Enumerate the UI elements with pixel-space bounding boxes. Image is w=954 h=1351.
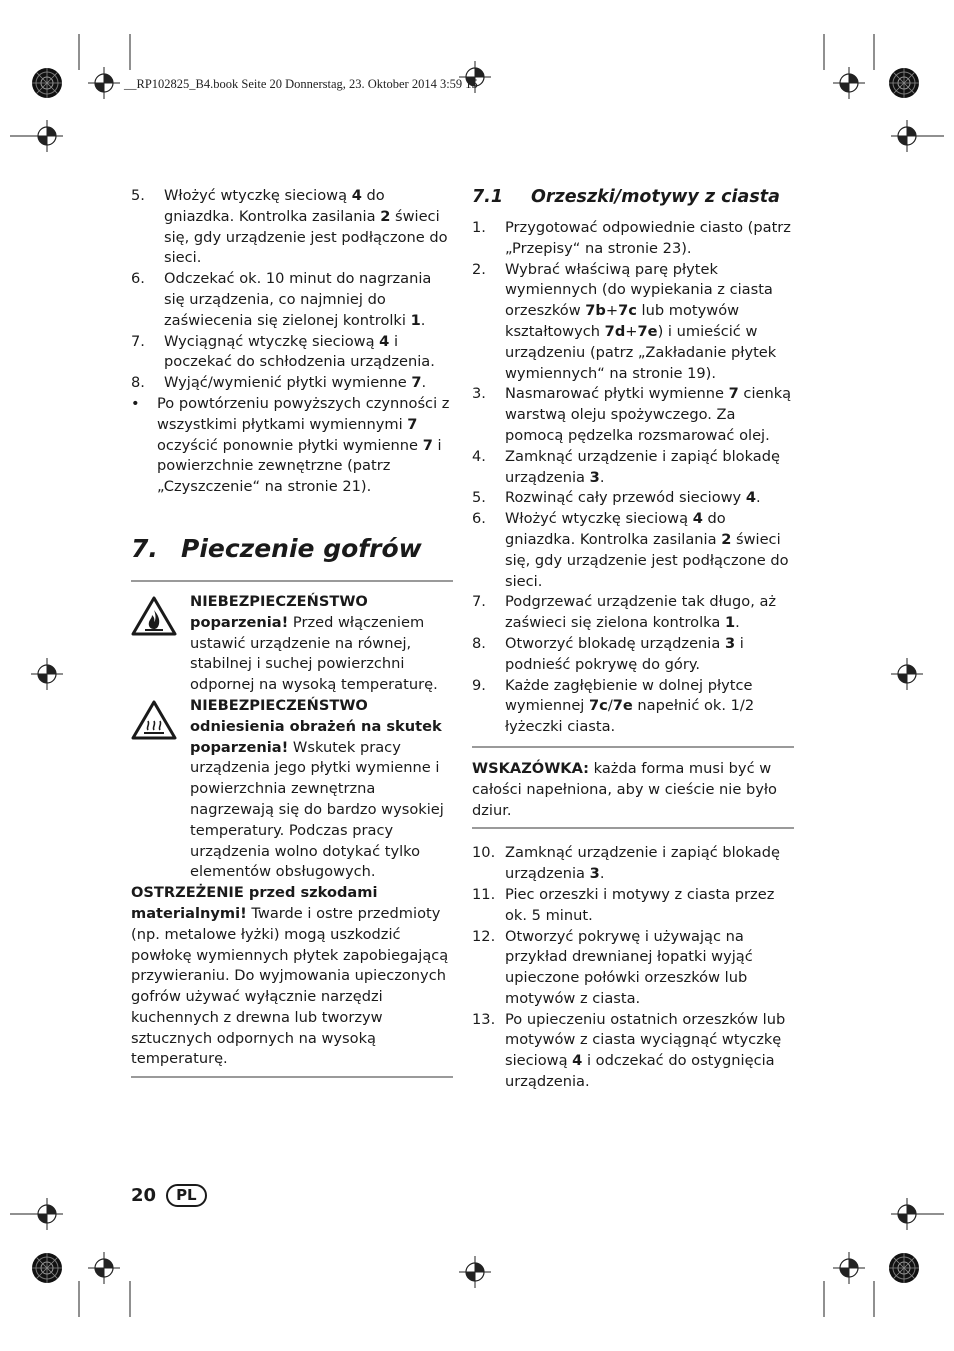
step-text: Wybrać właściwą parę płytek wymiennych (do wypiekania z ciasta orzeszków — [505, 260, 773, 320]
material-caution — [131, 883, 453, 1070]
step-body — [505, 677, 754, 736]
step-text: Odczekać ok. 10 minut do nagrzania się urządzenia, co najmniej do zaświecenia się zielonej kontrolki — [164, 270, 432, 329]
step-number: 13. — [472, 1010, 496, 1028]
warning-text: Przed włączeniem ustawić urządzenie na równej, stabilnej i suchej powierzchni odpornej na wysoką temperaturę. — [190, 613, 438, 694]
step-number: 12. — [472, 927, 496, 945]
step-text: świeci się, gdy urządzenie jest podłączone do sieci. — [164, 207, 448, 267]
caution-text: Twarde i ostre przedmioty (np. metalowe łyżki) mogą uszkodzić powłokę wymiennych płytek zapobiegającą przywieraniu. Do wyjmowania upieczonych gofrów używać wyłącznie narzędzi kuchennych z drewna lub tworzyw sztucznych odpornych na wysoką temperaturę. — [131, 904, 449, 1068]
step-text: / — [607, 697, 613, 715]
step-number: 4. — [472, 447, 486, 465]
fire-warning-icon — [131, 596, 177, 636]
step-list — [131, 186, 453, 394]
step-body — [505, 385, 791, 444]
reference-number: 7c — [618, 302, 637, 320]
reference-number: 7b — [585, 302, 606, 320]
list-item — [472, 509, 794, 592]
section-number: 7. — [131, 533, 158, 563]
reference-number: 4 — [379, 332, 390, 350]
list-item — [131, 186, 453, 269]
step-text: Włożyć wtyczkę sieciową — [505, 510, 693, 528]
list-item — [472, 447, 794, 489]
step-text: Przygotować odpowiednie ciasto (patrz „Przepisy“ na stronie 23). — [505, 219, 791, 257]
reference-number: 3 — [724, 634, 736, 652]
reference-number: 7 — [411, 374, 422, 392]
step-number: 8. — [131, 374, 145, 392]
reference-number: 7 — [422, 436, 433, 454]
step-text: Piec orzeszki i motywy z ciasta przez ok. 5 minut. — [505, 885, 775, 924]
reference-number: 2 — [380, 207, 391, 225]
step-text: . — [599, 865, 605, 883]
step-body — [164, 187, 448, 266]
divider — [131, 580, 453, 582]
step-body — [505, 844, 780, 882]
reference-number: 3 — [589, 468, 600, 486]
step-body — [505, 886, 774, 924]
list-item — [472, 1010, 794, 1093]
reference-number: 7e — [637, 322, 658, 340]
bullet-text — [157, 395, 449, 495]
step-text: cienką warstwą oleju spożywczego. Za pomocą pędzelka rozsmarować olej. — [505, 385, 792, 444]
hot-surface-warning — [131, 696, 453, 883]
step-text: Otworzyć blokadę urządzenia — [505, 634, 725, 652]
step-text: . — [420, 311, 426, 329]
step-text: Otworzyć pokrywę i używając na przykład drewnianej łopatki wyjąć upieczone połówki orzeszków lub motywów z ciasta. — [505, 927, 753, 1007]
step-number: 10. — [472, 844, 496, 862]
step-number: 6. — [472, 510, 486, 528]
step-text: Każde zagłębienie w dolnej płytce wymiennej — [505, 676, 753, 715]
step-body — [505, 448, 780, 486]
step-body — [505, 261, 776, 382]
step-body — [505, 635, 744, 673]
step-text: oczyścić ponownie płytki wymienne — [157, 436, 423, 454]
divider — [472, 746, 794, 748]
step-text: . — [421, 374, 427, 392]
fire-warning — [131, 592, 453, 696]
step-text: i poczekać do schłodzenia urządzenia. — [164, 332, 435, 371]
step-number: 6. — [131, 270, 145, 288]
step-number: 5. — [472, 489, 486, 507]
list-item — [131, 332, 453, 374]
step-number: 1. — [472, 219, 486, 236]
step-body — [505, 593, 776, 631]
list-item — [472, 218, 794, 260]
section-title: Pieczenie gofrów — [181, 533, 422, 563]
step-text: + — [625, 322, 638, 340]
step-text: . — [599, 468, 605, 486]
step-text: lub motywów kształtowych — [505, 302, 740, 340]
step-text: i powierzchnie zewnętrzne (patrz „Czyszczenie“ na stronie 21). — [157, 436, 442, 496]
list-item — [472, 488, 794, 509]
left-column — [131, 186, 453, 1078]
divider — [472, 827, 794, 829]
step-text: Włożyć wtyczkę sieciową — [164, 187, 352, 204]
caution-title: OSTRZEŻENIE przed szkodami materialnymi! — [131, 884, 378, 922]
step-text: Nasmarować płytki wymienne — [505, 385, 729, 403]
list-item — [472, 843, 794, 885]
list-item — [472, 885, 794, 927]
right-column — [472, 186, 794, 1093]
step-body — [505, 219, 791, 257]
reference-number: 2 — [721, 530, 732, 548]
list-item — [472, 927, 794, 1010]
list-item — [131, 269, 453, 331]
reference-number: 7e — [612, 697, 633, 715]
step-text: do gniazdka. Kontrolka zasilania — [164, 187, 385, 225]
step-number: 11. — [472, 885, 496, 903]
list-item — [472, 384, 794, 446]
subsection-number: 7.1 — [472, 187, 504, 207]
step-text: Wyjąć/wymienić płytki wymienne — [164, 374, 412, 392]
step-number: 9. — [472, 676, 486, 694]
print-header: __RP102825_B4.book Seite 20 Donnerstag, 23. Oktober 2014 3:59 15 — [124, 77, 478, 91]
step-text: Zamknąć urządzenie i zapiąć blokadę urządzenia — [505, 447, 780, 486]
step-text: . — [735, 614, 740, 632]
subsection-title: Orzeszki/motywy z ciasta — [531, 187, 780, 207]
list-item — [472, 592, 794, 634]
note-box — [472, 759, 794, 821]
bullet-symbol: • — [131, 394, 140, 412]
reference-number: 4 — [351, 187, 362, 204]
step-number: 7. — [131, 332, 145, 350]
step-text: Zamknąć urządzenie i zapiąć blokadę urządzenia — [505, 844, 780, 883]
reference-number: 3 — [589, 865, 600, 883]
list-item — [472, 676, 794, 738]
reference-number: 7 — [407, 415, 418, 433]
step-body — [164, 374, 426, 391]
list-item — [131, 373, 453, 394]
step-number: 3. — [472, 385, 486, 403]
step-number: 8. — [472, 634, 486, 652]
subsection-heading — [472, 186, 794, 208]
reference-number: 7 — [728, 385, 739, 403]
step-text: Rozwinąć cały przewód sieciowy — [505, 489, 746, 507]
page-footer — [131, 1184, 207, 1207]
step-number: 5. — [131, 187, 145, 204]
step-text: Po powtórzeniu powyższych czynności z wszystkimi płytkami wymiennymi — [157, 394, 450, 433]
note-label: WSKAZÓWKA: — [472, 759, 590, 777]
list-item — [472, 634, 794, 676]
step-text: Wyciągnąć wtyczkę sieciową — [164, 332, 380, 350]
step-body — [505, 1011, 785, 1090]
step-text: + — [605, 302, 619, 320]
step-number: 2. — [472, 260, 486, 278]
section-heading — [131, 534, 453, 564]
reference-number: 7d — [604, 322, 626, 340]
step-text: . — [756, 489, 761, 507]
step-text: świeci się, gdy urządzenie jest podłączone do sieci. — [505, 530, 789, 590]
reference-number: 7c — [589, 697, 608, 715]
step-text: ) i umieścić w urządzeniu (patrz „Zakładanie płytek wymiennych“ na stronie 19). — [505, 322, 777, 382]
step-text: napełnić ok. 1/2 łyżeczki ciasta. — [505, 697, 755, 736]
step-body — [505, 510, 789, 589]
bullet-item — [131, 394, 453, 498]
step-number: 7. — [472, 593, 486, 611]
step-text: Po upieczeniu ostatnich orzeszków lub motywów z ciasta wyciągnąć wtyczkę sieciową — [505, 1010, 786, 1070]
step-body — [505, 928, 753, 1007]
reference-number: 4 — [745, 489, 756, 507]
step-body — [164, 270, 431, 329]
warning-title: NIEBEZPIECZEŃSTWO odniesienia obrażeń na skutek poparzenia! — [190, 696, 442, 756]
warning-title: NIEBEZPIECZEŃSTWO poparzenia! — [190, 592, 368, 631]
list-item — [472, 260, 794, 385]
reference-number: 4 — [572, 1052, 583, 1070]
step-list — [472, 843, 794, 1093]
step-body — [164, 333, 435, 371]
hot-surface-warning-icon — [131, 700, 177, 740]
note-text: każda forma musi być w całości napełniona, aby w cieście nie było dziur. — [472, 759, 777, 819]
page-number: 20 — [131, 1185, 157, 1206]
step-text: i odczekać do ostygnięcia urządzenia. — [505, 1052, 775, 1091]
divider — [131, 1076, 453, 1078]
reference-number: 1 — [724, 614, 736, 632]
step-text: Podgrzewać urządzenie tak długo, aż zaświeci się zielona kontrolka — [505, 593, 777, 632]
warning-text: Wskutek pracy urządzenia jego płytki wymienne i powierzchnia zewnętrzna nagrzewają się do bardzo wysokiej temperatury. Podczas pracy urządzenia wolno dotykać tylko elementów obsługowych. — [190, 738, 444, 881]
reference-number: 1 — [410, 311, 421, 329]
step-list — [472, 218, 794, 738]
step-body — [505, 489, 761, 506]
step-text: do gniazdka. Kontrolka zasilania — [505, 510, 726, 548]
reference-number: 4 — [692, 510, 703, 528]
step-text: i podnieść pokrywę do góry. — [505, 634, 744, 673]
language-badge: PL — [166, 1184, 207, 1207]
